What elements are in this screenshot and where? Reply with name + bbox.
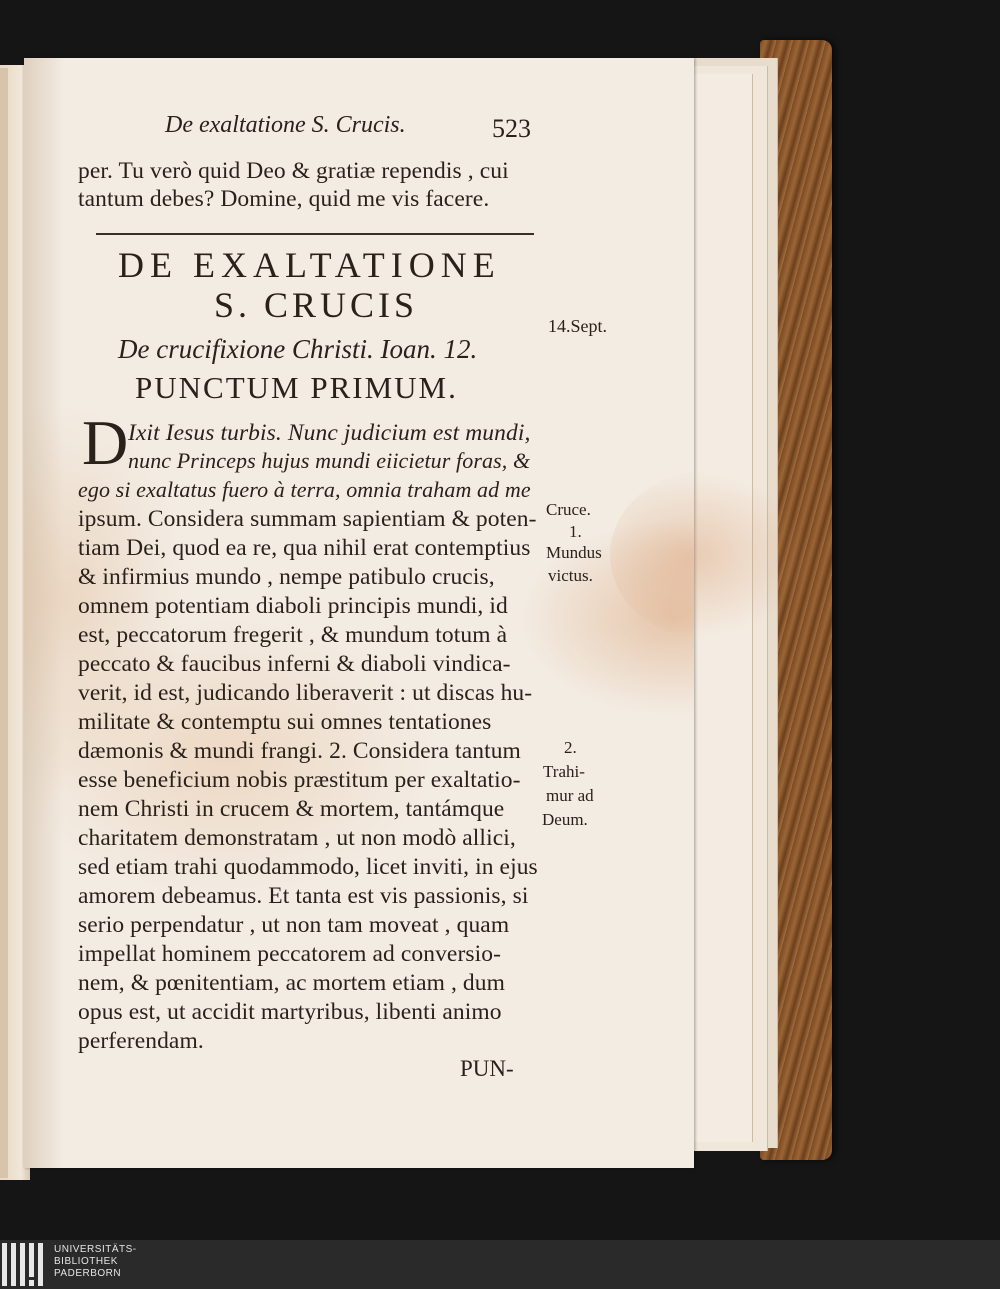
chapter-title: DE EXALTATIONE <box>118 245 501 285</box>
library-watermark-bar <box>0 1240 1000 1289</box>
catchword: PUN- <box>460 1056 514 1081</box>
body-line: impellat hominem peccatorem ad conversio- <box>78 941 502 967</box>
body-line: Ixit Iesus turbis. Nunc judicium est mundi, <box>128 420 531 446</box>
running-head: De exaltatione S. Crucis. <box>165 112 406 138</box>
body-line: ipsum. Considera summam sapientiam & poten- <box>78 506 537 532</box>
body-line: nunc Princeps hujus mundi eiicietur foras, & <box>128 448 531 473</box>
body-line: nem Christi in crucem & mortem, tantámque <box>78 796 505 822</box>
body-line: est, peccatorum fregerit , & mundum totum à <box>78 622 508 648</box>
body-line: tiam Dei, quod ea re, qua nihil erat contemptius <box>78 535 531 561</box>
body-line: serio perpendatur , ut non tam moveat , quam <box>78 912 510 938</box>
body-line: verit, id est, judicando liberaverit : ut discas hu- <box>78 680 533 706</box>
body-line: omnem potentiam diaboli principis mundi, id <box>78 593 508 619</box>
body-line: opus est, ut accidit martyribus, libenti animo <box>78 999 502 1025</box>
left-leaf-edge <box>0 68 8 1178</box>
body-line: sed etiam trahi quodammodo, licet inviti, in ejus <box>78 854 538 880</box>
margin-note: Mundus <box>546 543 602 562</box>
margin-note: 2. <box>564 738 577 757</box>
chapter-title: S. CRUCIS <box>214 285 419 325</box>
body-line: amorem debeamus. Et tanta est vis passionis, si <box>78 883 529 909</box>
body-line: dæmonis & mundi frangi. 2. Considera tantum <box>78 738 521 764</box>
body-line: perferendam. <box>78 1028 204 1054</box>
watermark-line: BIBLIOTHEK <box>54 1256 118 1267</box>
margin-note: Cruce. <box>546 500 591 519</box>
section-divider <box>96 233 534 235</box>
carry-over-line: tantum debes? Domine, quid me vis facere. <box>78 186 490 212</box>
watermark-line: UNIVERSITÄTS- <box>54 1244 137 1255</box>
water-stain <box>610 470 810 640</box>
margin-note: Trahi- <box>543 762 585 781</box>
library-logo-icon <box>2 1243 46 1286</box>
margin-note: Deum. <box>542 810 588 829</box>
body-line: & infirmius mundo , nempe patibulo crucis, <box>78 564 495 590</box>
section-heading: PUNCTUM PRIMUM. <box>135 370 458 405</box>
body-line: ego si exaltatus fuero à terra, omnia traham ad me <box>78 477 531 502</box>
margin-note: victus. <box>548 566 593 585</box>
carry-over-line: per. Tu verò quid Deo & gratiæ rependis , cui <box>78 158 509 184</box>
body-line: peccato & faucibus inferni & diaboli vindica- <box>78 651 511 677</box>
margin-note-date: 14.Sept. <box>548 316 608 336</box>
chapter-subtitle: De crucifixione Christi. Ioan. 12. <box>118 334 478 364</box>
body-line: nem, & pœnitentiam, ac mortem etiam , dum <box>78 970 505 996</box>
drop-cap: D <box>82 407 129 478</box>
body-line: esse beneficium nobis præstitum per exaltatio- <box>78 767 521 793</box>
body-line: militate & contemptu sui omnes tentationes <box>78 709 492 735</box>
margin-note: 1. <box>569 522 582 541</box>
watermark-line: PADERBORN <box>54 1268 122 1279</box>
margin-note: mur ad <box>546 786 594 805</box>
body-line: charitatem demonstratam , ut non modò allici, <box>78 825 516 851</box>
page-number: 523 <box>492 114 531 143</box>
